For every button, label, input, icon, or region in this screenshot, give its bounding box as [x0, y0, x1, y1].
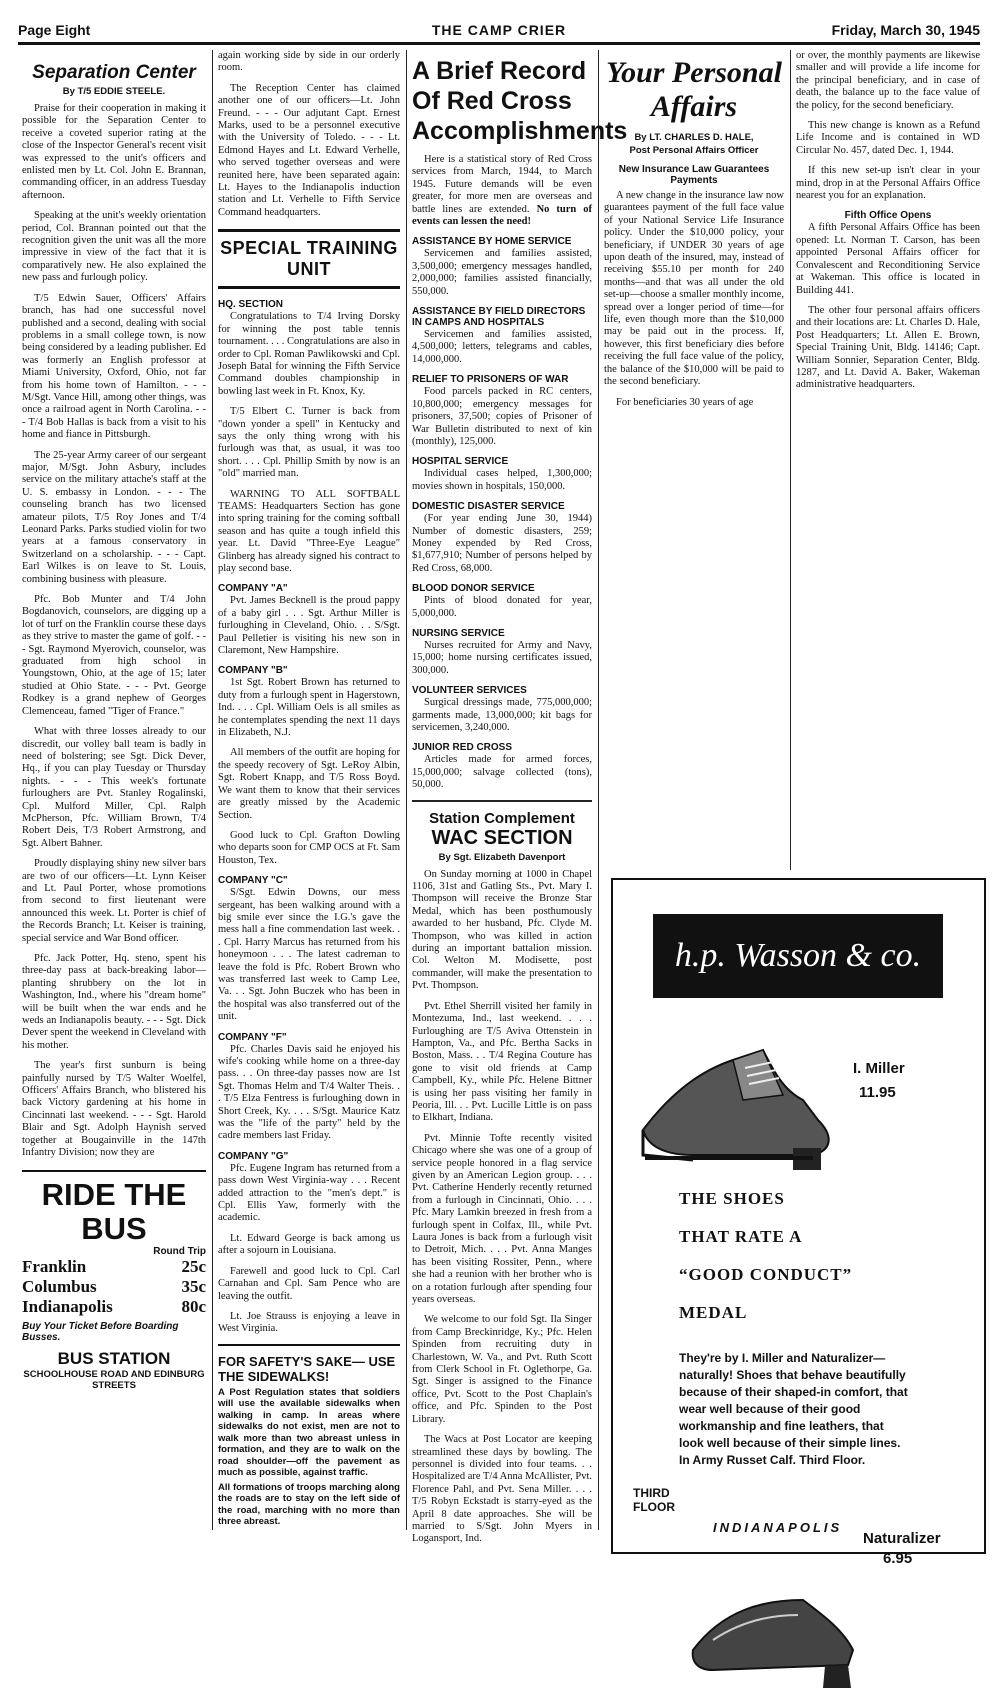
- masthead: [18, 22, 980, 45]
- stat-text: Surgical dressings made, 775,000,000; garments made, 13,000,000; kit bags for servicemen, 3,240,000.: [412, 697, 592, 733]
- column-rule: [790, 50, 791, 870]
- article-paragraph: WARNING TO ALL SOFTBALL TEAMS: Headquarters Section has gone into spring training for the coming softball season and has quite a tough infield this year. Lt. David "Three-Eye League" Glinberg has already signed his contract to play second base.: [218, 488, 400, 574]
- article-paragraph: Lt. Joe Strauss is enjoying a leave in West Virginia.: [218, 1310, 400, 1335]
- stat-text: (For year ending June 30, 1944) Number of domestic disasters, 259; Money expended by Red Cross, $1,677,910; Number of persons helped by Red Cross, 68,000.: [412, 513, 592, 574]
- article-paragraph: T/5 Edwin Sauer, Officers' Affairs branch, has had one successful novel published and a second, dealing with social problems in a small college town, is now being considered by a leading publisher. Ed was formerly an English professor at Miami University, Oxford, Ohio, not far from his home town of Hamilton. - - - M/Sgt. Vance Hill, among other things, was once a railroad agent in North Carolina. - - - T/4 Bob Hallas is back from a visit to his home and fiance in Pittsburgh.: [22, 292, 206, 441]
- article-paragraph: Pvt. Minnie Tofte recently visited Chicago where she was one of a group of service people honored in a flag service given by an American Legion group. . . . Pvt. Catherine Henderly recently returned from a furlough in Cincinnati, Ohio. . . . Pfc. Mary Lamkin breezed in fresh from a furlough spent in Colfax, Ill., while Pvt. Laura Jones is back from a furlough visit to Detroit, Mich. . . . Pvt. Anna Manges has been visiting Rossiter, Penn., where she had a reunion with her brother who is on a rotation furlough after spending four years overseas.: [412, 1132, 592, 1306]
- subsection-heading: VOLUNTEER SERVICES: [412, 685, 527, 697]
- stat-section: [412, 236, 592, 298]
- column-rule: [598, 50, 599, 1530]
- article-title: Station Complement: [429, 809, 575, 827]
- article-paragraph: What with three losses already to our discredit, our volley ball team is badly in need of bolstering; see Sgt. Dick Dever, Hq., if you can play Tuesday or Thursday nights. - - - This week's fortunate furloughers are Pvt. Stanley Rogalinski, Cpl. Mulford Miller, Cpl. Ralph McPherson, Pfc. William Brown, T/4 Robert Deis, T/3 Robert Armstrong, and Sgt. Albert Bahner.: [22, 726, 206, 849]
- ad-copy: They're by I. Miller and Naturalizer—naturally! Shoes that behave beautifully because of their shaped-in comfort, that wear well because of their good workmanship and fine leathers, that look well because of their simple lines. In Army Russet Calf. Third Floor.: [679, 1351, 908, 1467]
- shoe-advertisement: [611, 878, 986, 1567]
- article-paragraph: Praise for their cooperation in making it possible for the Separation Center to receive a coveted superior rating at the close of the Inspector General's recent visit was expressed to the unit's officers and enlisted men by Lt. Col. John E. Brannan, commanding officer, in an address Tuesday afternoon.: [22, 103, 206, 201]
- subsection-heading: NURSING SERVICE: [412, 627, 505, 639]
- article-paragraph: Pvt. James Becknell is the proud pappy of a baby girl . . . Sgt. Arthur Miller is furloughing in Cleveland, Ohio. . . S/Sgt. Paul Pelletier is visiting his new son in Claremont, New Hampshire.: [218, 595, 400, 657]
- section-heading: SPECIAL TRAINING UNIT: [218, 229, 400, 289]
- article-byline-role: Post Personal Affairs Officer: [629, 145, 759, 156]
- stat-text: Nurses recruited for Army and Navy, 15,000; home nursing certificates issued, 300,000.: [412, 639, 592, 676]
- subsection-heading: JUNIOR RED CROSS: [412, 742, 513, 754]
- subsection-heading: COMPANY "C": [218, 875, 288, 887]
- article-paragraph: Pfc. Charles Davis said he enjoyed his wife's cooking while home on a three-day pass. . . On three-day passes now are 1st Sgt. Thomas Helm and T/4 Walter Theis. . . T/5 Elza Fentress is furloughing down in Short Creek, Ky. . . . S/Sgt. Maurice Katz was the "life of the party" held by the cadre members last Friday.: [218, 1043, 400, 1142]
- shoe-illustration-icon: [633, 1030, 843, 1180]
- article-paragraph: The Reception Center has claimed another one of our officers—Lt. John Freund. - - - Our adjutant Capt. Ernest Marks, used to be a personnel executive with the University of Toledo. - - - Lt. Edmond Hayes and Lt. Edward Verhelle, who served together overseas and were reunited here, have been separated again: Lt. Hayes to the Indianapolis induction station and Lt. Verhelle to Fifth Service Command headquarters.: [218, 82, 400, 218]
- personal-affairs-column: [604, 50, 784, 870]
- stat-text: Individual cases helped, 1,300,000; movies shown in hospitals, 150,000.: [412, 468, 592, 492]
- article-paragraph: Pfc. Eugene Ingram has returned from a pass down West Virginia-way . . . Recent added attraction to the "men's dept." is Cpl. Ellis Yaw, formerly with the academic.: [218, 1162, 400, 1224]
- bus-fare-row: [22, 1297, 206, 1317]
- page-number: Page Eight: [18, 22, 91, 38]
- article-paragraph: Proudly displaying shiny new silver bars are two of our officers—Lt. Lynn Keiser and Lt. Paul Porter, whose promotions from second to first lieutenant were announced this week. Lt. Porter is chief of the Records Branch; Lt. Keiser is training, special service and War Bond officer.: [22, 858, 206, 944]
- store-logo: h.p. Wasson & co.: [653, 914, 943, 998]
- subsection-heading: BLOOD DONOR SERVICE: [412, 583, 535, 595]
- stat-section: [412, 501, 592, 575]
- issue-date: Friday, March 30, 1945: [831, 22, 980, 38]
- column-rule: [406, 50, 407, 1530]
- stat-text: Servicemen and families assisted, 4,500,000; letters, telegrams and cables, 14,000,000.: [412, 329, 592, 365]
- stat-text: Food parcels packed in RC centers, 10,800,000; emergency messages for prisoners, 37,500; copies of Prisoner of War Bulletin distributed to next of kin (monthly), 125,000.: [412, 386, 592, 447]
- article-paragraph: For beneficiaries 30 years of age: [616, 396, 754, 408]
- bus-price: 35c: [181, 1276, 206, 1296]
- article-title: Separation Center: [32, 62, 196, 83]
- subsection-heading: New Insurance Law Guarantees Payments: [618, 164, 770, 186]
- divider: [412, 800, 592, 802]
- subsection-heading: COMPANY "F": [218, 1031, 287, 1043]
- article-paragraph: Pvt. Ethel Sherrill visited her family in Montezuma, Ind., last weekend. . . . Furloughing are T/5 Aviva Ottenstein in Hampton, Va., and Pfc. Bertha Sacks in Boston, Mass. . . T/4 Regina Couture has gone to visit old friends at Camp Campbell, Ky., while Pfc. Helene Bittner is using her pass visiting her family in Peoria, Ill. . . Pvt. Lucille Little is on pass to Elkhart, Indiana.: [412, 1000, 592, 1124]
- intro-text: Here is a statistical story of Red Cross services from March, 1944, to March 1945. Future demands will be even greater, for more men are overseas and battle lines are extended.: [412, 154, 592, 215]
- brand-name: Naturalizer: [863, 1530, 941, 1547]
- bus-ad-round-trip: Round Trip: [153, 1245, 206, 1257]
- article-byline: By LT. CHARLES D. HALE,: [634, 132, 754, 143]
- stat-text: Pints of blood donated for year, 5,000,000.: [412, 595, 592, 619]
- newspaper-title: THE CAMP CRIER: [431, 22, 567, 38]
- red-cross-column: [412, 50, 628, 1545]
- personal-affairs-continued-column: [796, 50, 980, 870]
- subsection-heading: HQ. SECTION: [218, 299, 284, 311]
- bus-ad-title: RIDE THE BUS: [22, 1170, 206, 1246]
- article-paragraph: [412, 154, 592, 228]
- floor-label: THIRD FLOOR: [633, 1486, 675, 1514]
- headline-line: THE SHOES: [679, 1189, 785, 1208]
- article-paragraph: If this new set-up isn't clear in your mind, drop in at the Personal Affairs Office nearest you for an explanation.: [796, 165, 980, 202]
- column-rule: [212, 50, 213, 1530]
- bus-fare-row: [22, 1277, 206, 1297]
- stat-section: [412, 583, 592, 620]
- article-paragraph: Good luck to Cpl. Grafton Dowling who departs soon for CMP OCS at Ft. Sam Houston, Tex.: [218, 829, 400, 866]
- article-paragraph: The other four personal affairs officers and their locations are: Lt. Charles D. Hale, Post Headquarters; Lt. Allen E. Brown, Special Training Unit, Bldg. 14146; Capt. William Sonnier, Separation Center, Bldg. 1287, and Lt. David A. Baker, Wakeman administrative headquarters.: [796, 304, 980, 391]
- article-paragraph: Lt. Edward George is back among us after a sojourn in Louisiana.: [218, 1232, 400, 1257]
- brand-name: I. Miller: [853, 1060, 905, 1077]
- article-paragraph: S/Sgt. Edwin Downs, our mess sergeant, has been walking around with a big smile ever since the I.G.'s gave the mess hall a fine commendation last week. . . Cpl. Harry Marcus has returned from his honeymoon . . . The latest cadreman to leave the fold is Pfc. Robert Brown who was transferred last week to Camp Lee, Va. . . Sgt. John Buczek who has been in the hospital was also transferred out of the unit.: [218, 887, 400, 1023]
- article-paragraph: Speaking at the unit's weekly orientation period, Col. Brannan pointed out that the recognition given the unit was all the more impressive in view of the fact that it is comparatively new. He also explained the new pass and furlough policy.: [22, 210, 206, 284]
- separation-center-column: [22, 50, 206, 1530]
- safety-notice: [218, 1344, 400, 1528]
- article-paragraph: The Wacs at Post Locator are keeping streamlined these days by bowling. The personnel is divided into four teams. . . Hospitalized are T/4 Anna McAllister, Pvt. Florence Pahl, and Pvt. Sena Miller. . . . T/5 Robyn Eckstadt is starry-eyed as the April 8 date approaches. She will be married to S/Sgt. John Myers in Logansport, Ind.: [412, 1434, 592, 1545]
- subsection-heading: COMPANY "G": [218, 1150, 289, 1162]
- article-paragraph: On Sunday morning at 1000 in Chapel 1106, 31st and Gatling Sts., Pvt. Mary I. Thompson will receive the Bronze Star Medal, which has been posthumously awarded to her husband, Pfc. Clyde M. Thompson, who was killed in action during an important battalion mission. Col. Welton M. Modisette, post commander, will make the presentation to Pvt. Thompson.: [412, 868, 592, 992]
- stat-section: [412, 742, 592, 791]
- article-paragraph: A new change in the insurance law now guarantees payment of the full face value of your National Service Life Insurance policy. Under the $10,000 policy, your beneficiary, if UNDER 30 years of age upon death of the insured, may, instead of receiving $55.10 per month for 240 months—and that was all under the old set-up—choose a smaller monthly income, spread over a longer period of time—for life, even though more than the $10,000 may be paid out in the process. If, however, this first beneficiary dies before receiving the full face value of the policy, the balance of the $10,000 will be paid to the second beneficiary.: [604, 190, 784, 388]
- article-paragraph: All members of the outfit are hoping for the speedy recovery of Sgt. LeRoy Albin, Sgt. Robert Knapp, and T/5 Ross Boyd. We want them to know that their services are greatly missed by the Academic Section.: [218, 747, 400, 821]
- bus-price: 80c: [181, 1296, 206, 1316]
- article-title: A Brief Record Of Red Cross Accomplishments: [412, 57, 628, 145]
- article-title: Your Personal Affairs: [606, 56, 782, 123]
- article-paragraph: We welcome to our fold Sgt. Ila Singer from Camp Breckinridge, Ky.; Pfc. Helen Spinden from recruiting duty in Charlestown, W. Va., and Pvt. Ruth Scott from Clerk School in Ft. Oglethorpe, Ga. Sgt. Singer is assigned to the Finance office, Pvt. Scott to the Post Chaplain's office, and Pfc. Spinden to the Post Library.: [412, 1314, 592, 1425]
- article-byline: By T/5 EDDIE STEELE.: [62, 86, 166, 97]
- article-paragraph: Pfc. Jack Potter, Hq. steno, spent his three-day pass at back-breaking labor—planting shrubbery on the lot in Washington, Ind., where his "dream home" will be built when the war ends and he weds an Indianapolis beauty. - - - Sgt. Dick Dever spent the weekend in Cleveland with his mother.: [22, 953, 206, 1051]
- stat-section: [412, 628, 592, 677]
- article-byline: By Sgt. Elizabeth Davenport: [438, 851, 566, 863]
- headline-line: THAT RATE A: [679, 1227, 803, 1246]
- subsection-heading: COMPANY "A": [218, 583, 288, 595]
- subsection-heading: COMPANY "B": [218, 665, 288, 677]
- bus-city: Franklin: [22, 1256, 87, 1276]
- bus-city: Columbus: [22, 1276, 97, 1296]
- article-paragraph: again working side by side in our orderly room.: [218, 50, 400, 74]
- stat-section: [412, 374, 592, 448]
- price: 6.95: [883, 1550, 913, 1567]
- stat-section: [412, 306, 592, 366]
- stat-section: [412, 685, 592, 734]
- city-label: INDIANAPOLIS: [713, 1520, 843, 1535]
- bus-city: Indianapolis: [22, 1296, 113, 1316]
- bus-fare-row: [22, 1257, 206, 1277]
- shoe-illustration-icon: [673, 1570, 873, 1690]
- article-paragraph: This new change is known as a Refund Life Income and is contained in WD Circular No. 457, dated Dec. 1, 1944.: [796, 120, 980, 156]
- stat-text: Articles made for armed forces, 15,000,000; salvage collected (tons), 50,000.: [412, 754, 592, 791]
- headline-line: MEDAL: [679, 1303, 748, 1322]
- article-paragraph: The 25-year Army career of our sergeant major, M/Sgt. John Asbury, includes service on the military attache's staff at the U. S. embassy in London. - - - The counseling branch has two licensed amateur pilots, T/5 Roy Jones and T/4 Leonard Parks. Parks studied violin for two years at a famous conservatory in Switzerland on a scholarship. - - - Capt. Earl Wilkes is on leave to St. Louis, combining business with pleasure.: [22, 449, 206, 585]
- price: 11.95: [859, 1084, 896, 1101]
- article-paragraph: Farewell and good luck to Cpl. Carl Carnahan and Cpl. Sam Pence who are leaving the outfit.: [218, 1265, 400, 1302]
- training-unit-column: [218, 50, 400, 1530]
- article-title-main: WAC SECTION: [431, 826, 573, 849]
- article-paragraph: Pfc. Bob Munter and T/4 John Bogdanovich, counselors, are digging up a lot of turf on the Franklin course these days as they strive to master the game of golf. - - - Sgt. Raymond Myerovich, counselor, was graduated from high school in Youngstown, Ohio, at the age of 15; later studied at Ohio State. - - - Pvt. George Rodkey is a grand nephew of Georges Clemenceau, famed "Tiger of France.": [22, 594, 206, 717]
- subsection-heading: ASSISTANCE BY HOME SERVICE: [412, 236, 572, 248]
- subsection-heading: HOSPITAL SERVICE: [412, 456, 509, 468]
- intro-emphasis: No turn of events can lessen the need!: [412, 203, 593, 228]
- bus-ad: [22, 1170, 206, 1391]
- article-paragraph: Congratulations to T/4 Irving Dorsky for winning the post table tennis tournament. . . . Congratulations are also in order to Cpl. Roman Pawlikowski and Cpl. Joseph Batal for winning the Fifth Service Command doubles championship in bowling last week in Ft. Knox, Ky.: [218, 311, 400, 397]
- ad-headline: [679, 1180, 852, 1332]
- stat-section: [412, 456, 592, 493]
- bus-ad-note: Buy Your Ticket Before Boarding Busses.: [22, 1320, 179, 1343]
- bus-price: 25c: [181, 1256, 206, 1276]
- bus-station-name: BUS STATION: [57, 1348, 171, 1368]
- subsection-heading: Fifth Office Opens: [844, 210, 932, 222]
- safety-notice-paragraph: A Post Regulation states that soldiers will use the available sidewalks when walking in camp. In areas where sidewalks do not exist, men are not to walk more than two abreast unless in formation, and they are to walk on the road shoulder—off the pavement as much as possible, against traffic.: [218, 1386, 400, 1479]
- subsection-heading: ASSISTANCE BY FIELD DIRECTORS IN CAMPS AND HOSPITALS: [412, 306, 586, 329]
- safety-notice-title: FOR SAFETY'S SAKE— USE THE SIDEWALKS!: [218, 1353, 396, 1384]
- headline-line: “GOOD CONDUCT”: [679, 1265, 853, 1284]
- subsection-heading: RELIEF TO PRISONERS OF WAR: [412, 374, 569, 386]
- stat-text: Servicemen and families assisted, 3,500,000; emergency messages handled, 2,000,000; families assisted financially, 550,000.: [412, 248, 592, 297]
- safety-notice-paragraph: All formations of troops marching along the roads are to stay on the left side of the road, marching with no more than three abreast.: [218, 1481, 400, 1528]
- bus-station-address: SCHOOLHOUSE ROAD AND EDINBURG STREETS: [23, 1368, 205, 1391]
- article-paragraph: The year's first sunburn is being painfully nursed by T/5 Walter Woelfel, Officers' Affairs Branch, who blistered his back Victory gardening at his home in Cincinnati last weekend. - - - Sgt. Harold Blair and Sgt. Adolph Haynish served together at Bougainville in the 147th Infantry Division; now they are: [22, 1060, 206, 1159]
- article-paragraph: 1st Sgt. Robert Brown has returned to duty from a furlough spent in Hagerstown, Ind. . . . Cpl. William Oels is all smiles as he contemplates spending the next 11 days in Elizabeth, N.J.: [218, 677, 400, 739]
- subsection-heading: DOMESTIC DISASTER SERVICE: [412, 501, 565, 513]
- article-paragraph: A fifth Personal Affairs Office has been opened: Lt. Norman T. Carson, has been appointed Personal Affairs officer for Convalescent and Reconditioning Service at Wakeman. This office is located in Building 441.: [796, 222, 980, 296]
- article-paragraph: or over, the monthly payments are likewise smaller and will provide a life income for the principal beneficiary, and in case of death, the balance up to the face value of the policy, for the second beneficiary.: [796, 50, 980, 111]
- article-paragraph: T/5 Elbert C. Turner is back from "down yonder a spell" in Kentucky and says the only thing wrong with his furlough was that, as usual, it was too short. . . . Cpl. Phillip Smith by now is an "old" married man.: [218, 406, 400, 480]
